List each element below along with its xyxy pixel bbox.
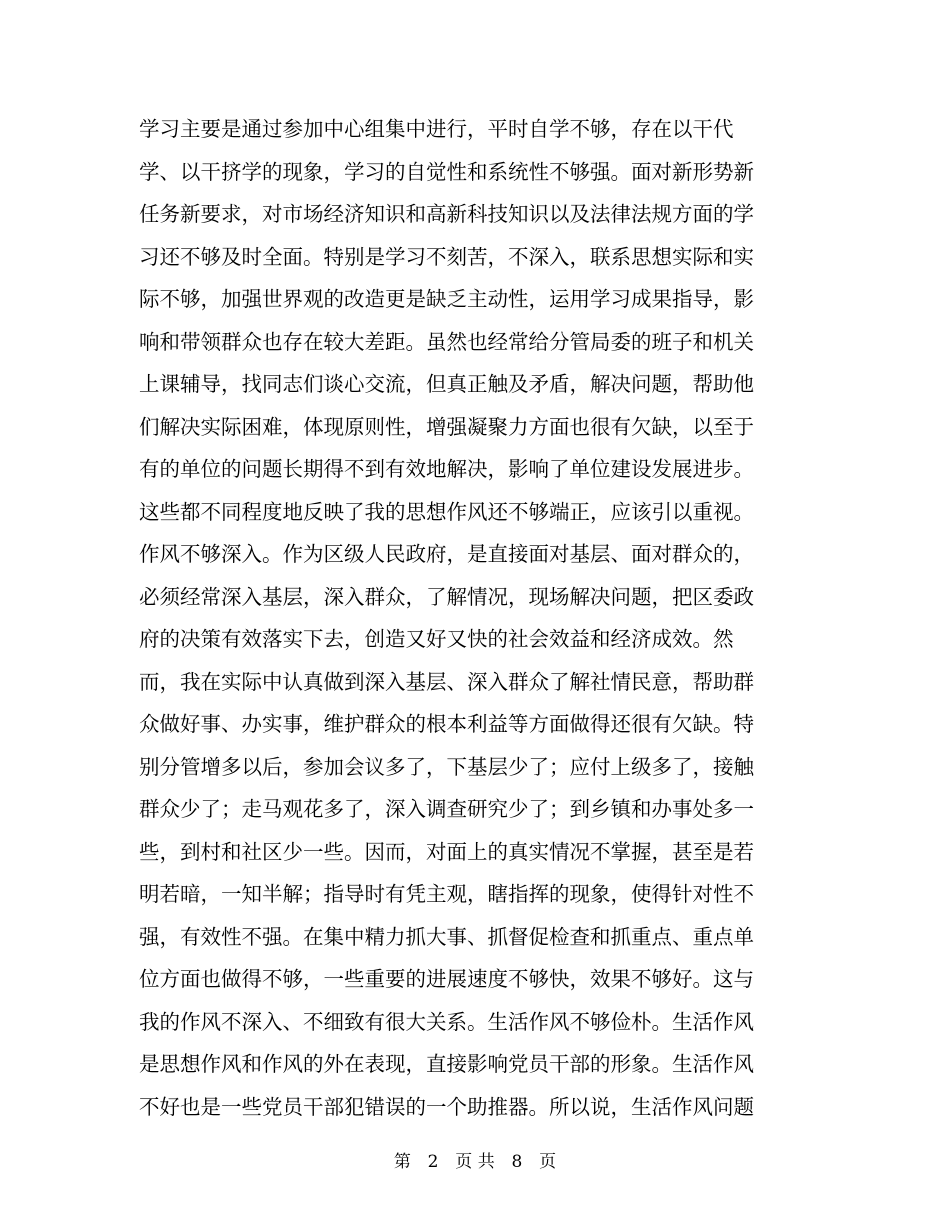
text-line: 是思想作风和作风的外在表现，直接影响党员干部的形象。生活作风 xyxy=(139,1052,754,1076)
text-line: 响和带领群众也存在较大差距。虽然也经常给分管局委的班子和机关 xyxy=(139,329,754,354)
page-footer xyxy=(0,1150,950,1174)
text-line: 群众少了；走马观花多了，深入调查研究少了；到乡镇和办事处多一 xyxy=(139,797,754,821)
text-line: 们解决实际困难，体现原则性，增强凝聚力方面也很有欠缺，以至于 xyxy=(139,414,754,439)
text-line: 上课辅导，找同志们谈心交流，但真正触及矛盾，解决问题，帮助他 xyxy=(139,372,754,396)
body-text xyxy=(139,108,759,1128)
footer-middle: 页 共 xyxy=(455,1152,495,1172)
text-line: 作风不够深入。作为区级人民政府，是直接面对基层、面对群众的， xyxy=(139,542,754,566)
text-line: 学、以干挤学的现象，学习的自觉性和系统性不够强。面对新形势新 xyxy=(139,159,754,184)
text-line: 有的单位的问题长期得不到有效地解决，影响了单位建设发展进步。 xyxy=(139,457,754,481)
text-line: 任务新要求，对市场经济知识和高新科技知识以及法律法规方面的学 xyxy=(139,202,754,226)
text-line: 别分管增多以后，参加会议多了，下基层少了；应付上级多了，接触 xyxy=(139,754,754,779)
text-line: 位方面也做得不够，一些重要的进展速度不够快，效果不够好。这与 xyxy=(139,967,754,991)
footer-page-number: 2 xyxy=(427,1152,439,1172)
text-line: 习还不够及时全面。特别是学习不刻苦，不深入，联系思想实际和实 xyxy=(139,244,754,269)
text-line: 强，有效性不强。在集中精力抓大事、抓督促检查和抓重点、重点单 xyxy=(139,924,754,949)
footer-total-pages: 8 xyxy=(511,1152,523,1172)
text-line: 不好也是一些党员干部犯错误的一个助推器。所以说，生活作风问题 xyxy=(139,1094,754,1119)
footer-prefix: 第 xyxy=(393,1152,411,1172)
text-line: 际不够，加强世界观的改造更是缺乏主动性，运用学习成果指导，影 xyxy=(139,287,754,311)
text-line: 必须经常深入基层，深入群众，了解情况，现场解决问题，把区委政 xyxy=(139,584,754,609)
text-line: 学习主要是通过参加中心组集中进行，平时自学不够，存在以干代 xyxy=(139,117,734,141)
text-line: 我的作风不深入、不细致有很大关系。生活作风不够俭朴。生活作风 xyxy=(139,1009,754,1034)
text-line: 明若暗，一知半解；指导时有凭主观，瞎指挥的现象，使得针对性不 xyxy=(139,882,754,906)
text-line: 而，我在实际中认真做到深入基层、深入群众了解社情民意，帮助群 xyxy=(139,669,754,694)
text-line: 府的决策有效落实下去，创造又好又快的社会效益和经济成效。然 xyxy=(139,627,734,651)
text-line: 这些都不同程度地反映了我的思想作风还不够端正，应该引以重视。 xyxy=(139,499,754,524)
text-line: 些，到村和社区少一些。因而，对面上的真实情况不掌握，甚至是若 xyxy=(139,839,754,864)
footer-suffix: 页 xyxy=(539,1152,557,1172)
text-line: 众做好事、办实事，维护群众的根本利益等方面做得还很有欠缺。特 xyxy=(139,712,754,736)
